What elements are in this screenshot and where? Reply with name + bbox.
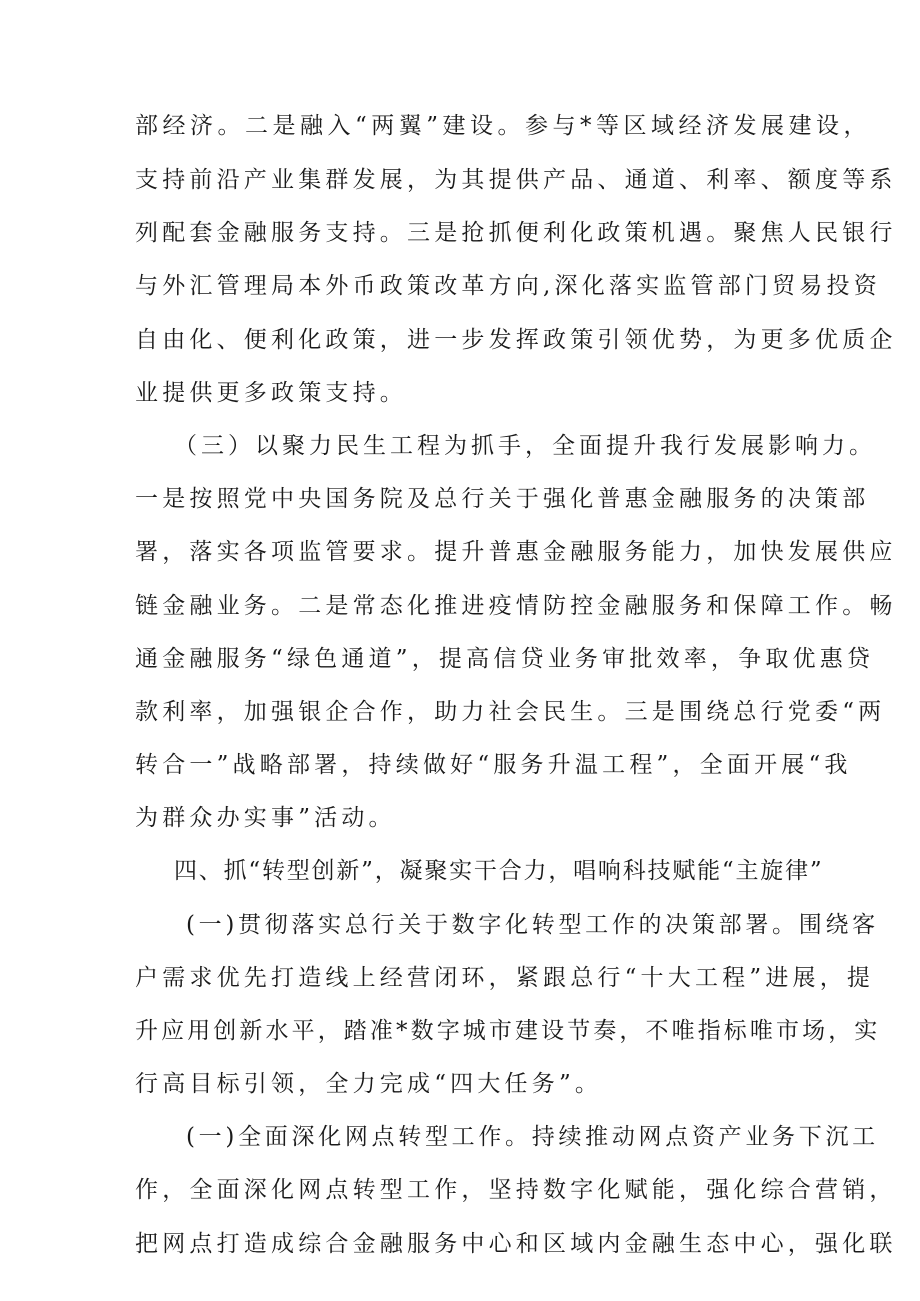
chapter-heading: 四、抓“转型创新”，凝聚实干合力，唱响科技赋能“主旋律” (174, 858, 824, 884)
text-line: 升应用创新水平，踏准*数字城市建设节奏，不唯指标唯市场，实 (135, 1018, 881, 1044)
section-heading: （三）以聚力民生工程为抓手，全面提升我行发展影响力。 (174, 433, 876, 459)
text-line: 署，落实各项监管要求。提升普惠金融服务能力，加快发展供应 (135, 539, 897, 565)
text-line: 链金融业务。二是常态化推进疫情防控金融服务和保障工作。畅 (135, 593, 897, 619)
section-heading: (一)全面深化网点转型工作。持续推动网点资产业务下沉工 (186, 1124, 879, 1150)
text-line: 行高目标引领，全力完成“四大任务”。 (135, 1071, 603, 1097)
text-line: 把网点打造成综合金融服务中心和区域内金融生态中心，强化联 (135, 1231, 897, 1257)
text-line: 作，全面深化网点转型工作，坚持数字化赋能，强化综合营销， (135, 1177, 897, 1203)
text-line: 为群众办实事”活动。 (135, 805, 396, 831)
text-line: 一是按照党中央国务院及总行关于强化普惠金融服务的决策部 (135, 486, 870, 512)
text-line: 转合一”战略部署，持续做好“服务升温工程”，全面开展“我 (135, 752, 852, 778)
text-line: 通金融服务“绿色通道”，提高信贷业务审批效率，争取优惠贷 (135, 646, 875, 672)
text-line: 自由化、便利化政策，进一步发挥政策引领优势，为更多优质企 (135, 327, 897, 353)
text-line: 支持前沿产业集群发展，为其提供产品、通道、利率、额度等系 (135, 167, 897, 193)
section-heading: (一)贯彻落实总行关于数字化转型工作的决策部署。围绕客 (186, 912, 879, 938)
text-line: 户需求优先打造线上经营闭环，紧跟总行“十大工程”进展，提 (135, 965, 875, 991)
text-line: 列配套金融服务支持。三是抢抓便利化政策机遇。聚焦人民银行 (135, 220, 897, 246)
text-line: 业提供更多政策支持。 (135, 380, 407, 406)
text-line: 部经济。二是融入“两翼”建设。参与*等区域经济发展建设， (135, 113, 872, 139)
text-line: 款利率，加强银企合作，助力社会民生。三是围绕总行党委“两 (135, 699, 886, 725)
text-line: 与外汇管理局本外币政策改革方向,深化落实监管部门贸易投资 (135, 273, 881, 299)
